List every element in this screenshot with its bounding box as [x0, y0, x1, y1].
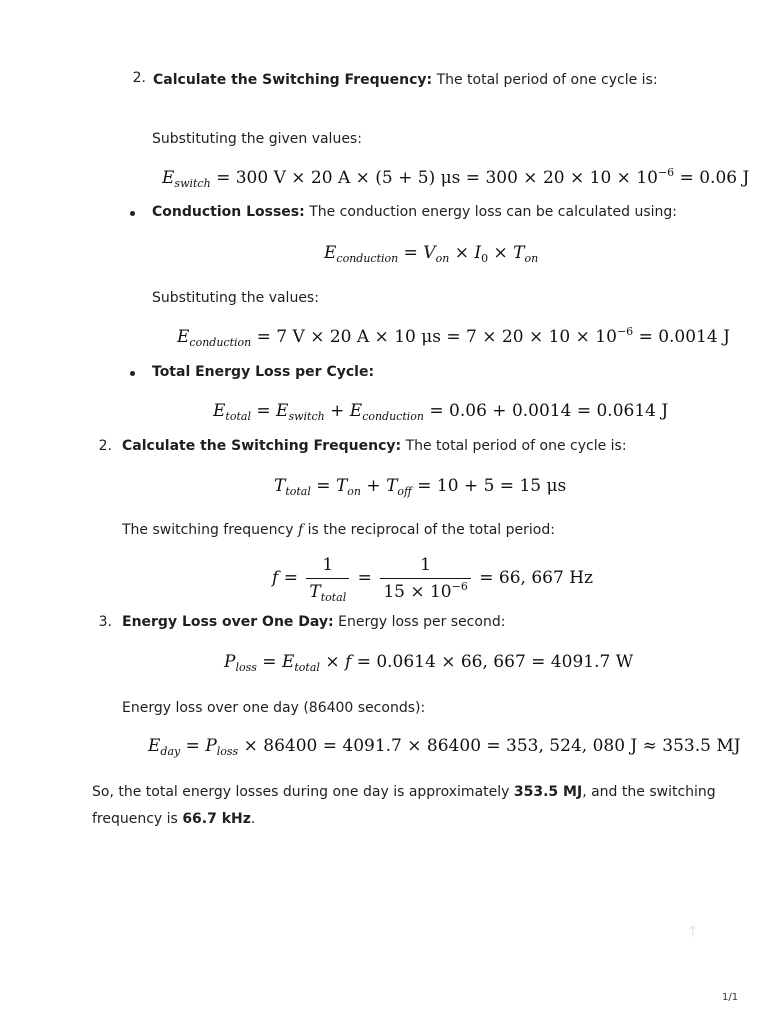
equation-conduction-calc: $E_{conduction} = 7$ V × 20 A × 10 $\mu s = 7 \times 20 \times 10 \times 10^{-6} = 0.0014$ J — [177, 325, 730, 349]
list-item-text — [152, 202, 677, 222]
fraction: $\frac{1}{15 \times 10^{-6}}$ — [380, 554, 471, 603]
energy-result: 353.5 MJ — [513, 784, 583, 800]
conclusion-line-2: frequency is 66.7 kHz. — [92, 811, 256, 827]
step-text: Energy loss per second: — [338, 614, 506, 630]
paragraph: Substituting the given values: — [152, 131, 362, 147]
list-item-text — [153, 70, 658, 90]
paragraph: Energy loss over one day (86400 seconds): — [122, 700, 426, 716]
bullet-title: Total Energy Loss per Cycle: — [152, 364, 375, 380]
list-number: 3. — [98, 614, 112, 630]
equation-power-loss: $P_{loss} = E_{total} \times f = 0.0614 \times 66$, 667 = 4091.7 W — [224, 652, 634, 674]
equation-switch: $E_{switch} = 300$ V × 20 A × (5 + 5) $\mu s = 300 \times 20 \times 10 \times 10^{-6} = 0.06$ J — [162, 166, 750, 190]
conclusion-line-1: So, the total energy losses during one day is approximately 353.5 MJ, and the switching — [92, 784, 716, 800]
step-title: Calculate the Switching Frequency: — [153, 72, 433, 88]
step-title: Calculate the Switching Frequency: — [122, 438, 402, 454]
step-text: The total period of one cycle is: — [436, 72, 658, 88]
bullet-title: Conduction Losses: — [152, 204, 305, 220]
page-number: 1/1 — [722, 992, 739, 1003]
equation-frequency: f = $\frac{1}{T_{total}}$ = $\frac{1}{15 \times 10^{-6}}$ = 66, 667 Hz — [272, 555, 593, 604]
list-item-text — [122, 436, 627, 456]
list-item-text — [122, 612, 505, 632]
list-number: 2. — [98, 438, 112, 454]
bullet-text: The conduction energy loss can be calculated using: — [309, 204, 677, 220]
paragraph: Substituting the values: — [152, 290, 319, 306]
arrow-up-icon[interactable]: ↑ — [686, 922, 700, 941]
step-text: The total period of one cycle is: — [405, 438, 627, 454]
equation-total: $E_{total} = E_{switch} + E_{conduction} = 0.06 + 0.0014 = 0.0614$ J — [213, 401, 669, 423]
equation-period: $T_{total} = T_{on} + T_{off} = 10 + 5 = 15$ μs — [274, 476, 567, 498]
frequency-result: 66.7 kHz — [182, 811, 251, 827]
bullet — [130, 371, 135, 376]
equation-day-energy: $E_{day} = P_{loss} \times 86400 = 4091.7 \times 86400 = 353$, 524, 080 J ≈ 353.5 MJ — [148, 736, 741, 758]
step-title: Energy Loss over One Day: — [122, 614, 334, 630]
fraction: $\frac{1}{T_{total}}$ — [306, 554, 349, 603]
list-number: 2. — [132, 70, 146, 86]
bullet — [130, 211, 135, 216]
equation-conduction-formula: $E_{conduction} = V_{on} \times I_0 \times T_{on}$ — [324, 243, 539, 265]
paragraph: The switching frequency f is the reciprocal of the total period: — [122, 522, 555, 538]
